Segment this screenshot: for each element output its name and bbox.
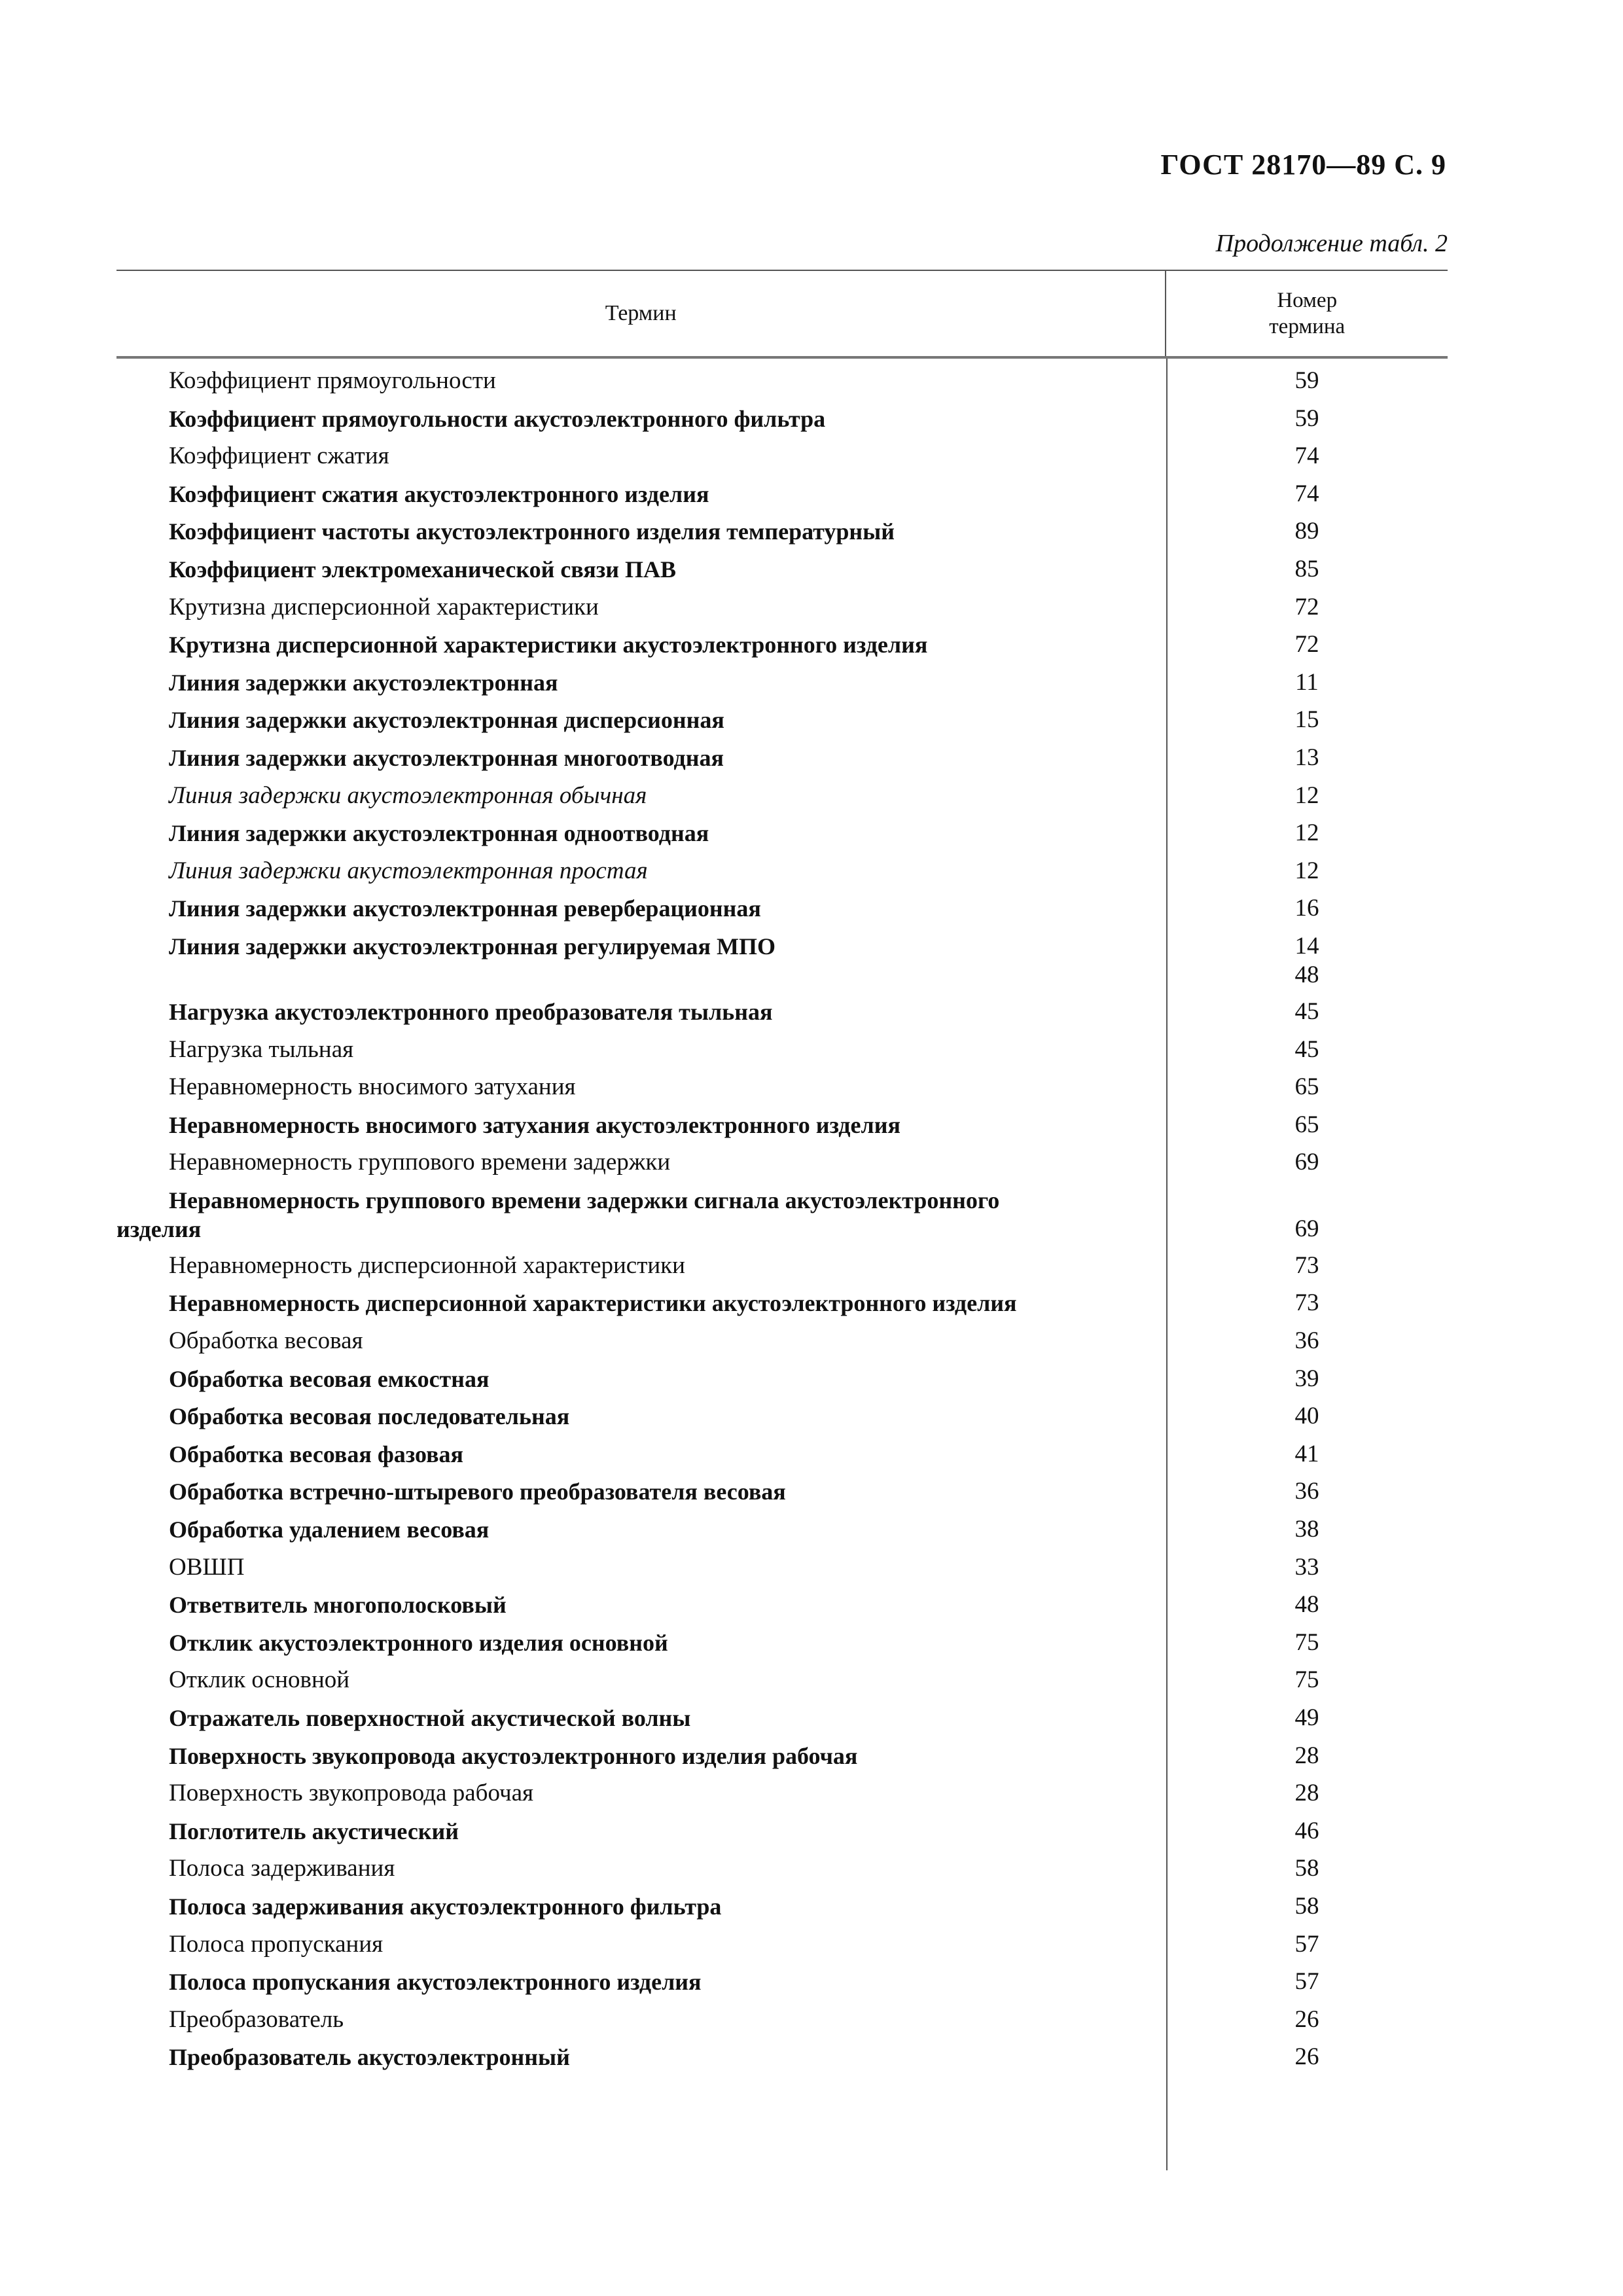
term-number: 26 [1294, 2005, 1319, 2033]
table-row [116, 1107, 1448, 1145]
table-row [116, 1624, 1448, 1662]
term-cell [116, 626, 1124, 659]
term-number-cell [1124, 1285, 1448, 1318]
term-cell [116, 853, 1124, 886]
table-row [116, 664, 1448, 702]
table-row [116, 1031, 1448, 1069]
term-number: 48 [1294, 961, 1319, 988]
term-number-cell [1124, 1473, 1448, 1506]
term-number-cell [1124, 1069, 1448, 1102]
term-number-cell [1124, 1323, 1448, 1355]
term-number: 74 [1294, 480, 1319, 507]
term-number-cell [1124, 1775, 1448, 1808]
term-number: 72 [1294, 593, 1319, 620]
table-row [116, 438, 1448, 476]
term-number-cell [1124, 513, 1448, 546]
table-row [116, 1069, 1448, 1107]
table-row [116, 1587, 1448, 1624]
term-text: Нагрузка акустоэлектронного преобразователя тыльная [169, 998, 773, 1025]
table-header [116, 270, 1448, 359]
term-number: 49 [1294, 1704, 1319, 1731]
term-number-cell [1124, 1361, 1448, 1393]
term-text: Поверхность звукопровода акустоэлектронного изделия рабочая [169, 1742, 858, 1769]
term-number: 45 [1294, 1035, 1319, 1063]
table-row [116, 1926, 1448, 1964]
table-continuation-note: Продолжение табл. 2 [1215, 230, 1448, 257]
term-text: Неравномерность вносимого затухания [169, 1073, 576, 1101]
term-number: 39 [1294, 1365, 1319, 1392]
term-cell [116, 589, 1124, 622]
term-cell [116, 1511, 1124, 1544]
table-row [116, 815, 1448, 853]
term-text: Неравномерность дисперсионной характеристики акустоэлектронного изделия [169, 1290, 1017, 1317]
term-number-cell [1124, 994, 1448, 1026]
table-row [116, 1738, 1448, 1776]
page-header: ГОСТ 28170—89 С. 9 [1160, 149, 1446, 181]
term-text: Нагрузка тыльная [169, 1035, 354, 1063]
term-number: 69 [1294, 1215, 1319, 1242]
term-text: Обработка весовая фазовая [169, 1441, 463, 1467]
term-number: 72 [1294, 631, 1319, 658]
term-cell [116, 702, 1124, 734]
table-row [116, 401, 1448, 439]
table-row [116, 853, 1448, 891]
term-text: Отклик акустоэлектронного изделия основной [169, 1629, 668, 1656]
term-cell [116, 1144, 1124, 1177]
table-row [116, 778, 1448, 816]
term-number: 13 [1294, 744, 1319, 771]
term-number: 89 [1294, 518, 1319, 545]
term-number-cell [1124, 1888, 1448, 1921]
term-text: Неравномерность дисперсионной характеристики [169, 1251, 685, 1279]
term-cell [116, 1888, 1124, 1921]
table-body [116, 359, 1448, 2077]
table-row [116, 589, 1448, 627]
term-number: 12 [1294, 819, 1319, 847]
term-number: 65 [1294, 1111, 1319, 1138]
term-number-cell [1124, 1850, 1448, 1883]
term-text: Линия задержки акустоэлектронная дисперсионная [169, 707, 724, 734]
term-text: Линия задержки акустоэлектронная обычная [169, 781, 647, 809]
term-text: Поглотитель акустический [169, 1818, 459, 1844]
term-text: ОВШП [169, 1553, 245, 1581]
term-cell [116, 1398, 1124, 1431]
table-row [116, 1247, 1448, 1285]
table-row [116, 1549, 1448, 1587]
term-number-cell [1124, 664, 1448, 697]
term-number: 16 [1294, 895, 1319, 922]
term-cell [116, 1964, 1124, 1996]
term-number-cell [1124, 853, 1448, 886]
table-row [116, 890, 1448, 928]
term-number-cell [1124, 1813, 1448, 1846]
term-cell [116, 815, 1124, 848]
table-row [116, 2001, 1448, 2039]
table-row [116, 702, 1448, 740]
term-cell [116, 1361, 1124, 1393]
term-number: 73 [1294, 1289, 1319, 1317]
table-row [116, 476, 1448, 514]
term-text: Полоса задерживания [169, 1855, 395, 1882]
term-number-cell [1124, 589, 1448, 622]
table-row [116, 740, 1448, 778]
term-text: Полоса пропускания [169, 1930, 383, 1958]
term-number: 58 [1294, 1855, 1319, 1882]
term-number: 58 [1294, 1892, 1319, 1920]
table-row [116, 1144, 1448, 1182]
term-cell [116, 1323, 1124, 1355]
term-cell [116, 778, 1124, 810]
term-number: 33 [1294, 1553, 1319, 1581]
term-cell [116, 2039, 1124, 2072]
term-number-cell [1124, 1436, 1448, 1469]
term-text: Коэффициент частоты акустоэлектронного изделия температурный [169, 518, 895, 545]
term-text: Коэффициент сжатия акустоэлектронного изделия [169, 480, 709, 507]
table-row [116, 1850, 1448, 1888]
term-cell [116, 363, 1124, 395]
term-cell [116, 1473, 1124, 1506]
term-cell [116, 1182, 1124, 1244]
term-number-cell [1124, 1247, 1448, 1280]
term-number-cell [1124, 1182, 1448, 1244]
table-row [116, 626, 1448, 664]
term-number: 57 [1294, 1968, 1319, 1996]
column-header-term: Термин [605, 301, 677, 325]
term-text: Преобразователь [169, 2005, 344, 2033]
term-number: 36 [1294, 1478, 1319, 1505]
term-cell [116, 928, 1124, 961]
term-number: 73 [1294, 1251, 1319, 1279]
term-text: Полоса задерживания акустоэлектронного фильтра [169, 1893, 722, 1920]
term-number: 74 [1294, 442, 1319, 470]
table-row [116, 551, 1448, 589]
table-row [116, 1964, 1448, 2001]
term-cell [116, 1285, 1124, 1318]
term-text: Отклик основной [169, 1666, 350, 1694]
term-number-cell [1124, 740, 1448, 772]
term-number-cell [1124, 551, 1448, 584]
term-cell [116, 401, 1124, 433]
term-text: Обработка удалением весовая [169, 1516, 490, 1543]
table-row [116, 363, 1448, 401]
term-text: Отражатель поверхностной акустической волны [169, 1705, 691, 1731]
term-number-cell [1124, 1587, 1448, 1619]
term-cell [116, 1107, 1124, 1139]
term-cell [116, 1436, 1124, 1469]
term-cell [116, 513, 1124, 546]
term-text: Полоса пропускания акустоэлектронного изделия [169, 1969, 702, 1996]
term-text: Коэффициент электромеханической связи ПАВ [169, 556, 676, 583]
term-text: Ответвитель многополосковый [169, 1592, 507, 1619]
term-cell [116, 1624, 1124, 1657]
term-cell [116, 1850, 1124, 1883]
column-header-number-line2: термина [1269, 315, 1346, 338]
term-number-cell [1124, 1398, 1448, 1431]
term-number-cell [1124, 363, 1448, 395]
term-cell [116, 1069, 1124, 1102]
term-text: Линия задержки акустоэлектронная реверберационная [169, 895, 761, 922]
table-row [116, 513, 1448, 551]
term-number-cell [1124, 1144, 1448, 1177]
term-number-cell [1124, 1700, 1448, 1732]
term-number-cell [1124, 476, 1448, 509]
term-text: Крутизна дисперсионной характеристики акустоэлектронного изделия [169, 632, 928, 658]
terms-table [116, 270, 1448, 2077]
term-cell [116, 1662, 1124, 1695]
table-row [116, 1361, 1448, 1399]
term-number-cell [1124, 890, 1448, 923]
term-number: 57 [1294, 1930, 1319, 1958]
term-number: 85 [1294, 555, 1319, 583]
term-number-cell [1124, 626, 1448, 659]
term-number: 12 [1294, 857, 1319, 884]
term-number: 11 [1295, 668, 1319, 696]
term-cell [116, 1549, 1124, 1582]
term-number-cell [1124, 2001, 1448, 2034]
term-text: Обработка встречно-штыревого преобразователя весовая [169, 1479, 786, 1505]
term-text: Неравномерность вносимого затухания акустоэлектронного изделия [169, 1111, 901, 1138]
term-cell [116, 1926, 1124, 1959]
term-number: 41 [1294, 1440, 1319, 1467]
term-number: 40 [1294, 1403, 1319, 1430]
term-cell [116, 1247, 1124, 1280]
term-cell [116, 1700, 1124, 1732]
term-number-cell [1124, 1511, 1448, 1544]
term-number: 59 [1294, 404, 1319, 432]
table-row [116, 2039, 1448, 2077]
term-number: 28 [1294, 1780, 1319, 1807]
term-cell [116, 994, 1124, 1026]
term-cell [116, 438, 1124, 471]
term-number: 46 [1294, 1817, 1319, 1844]
table-row [116, 1285, 1448, 1323]
term-text: Линия задержки акустоэлектронная многоотводная [169, 744, 724, 771]
column-header-number [1165, 271, 1448, 356]
table-row [116, 1700, 1448, 1738]
term-cell [116, 740, 1124, 772]
term-text: Неравномерность группового времени задержки [169, 1149, 671, 1176]
term-number-cell [1124, 401, 1448, 433]
term-text-continuation: изделия [116, 1215, 202, 1242]
term-number: 15 [1294, 706, 1319, 734]
term-text: Преобразователь акустоэлектронный [169, 2044, 570, 2071]
term-text: Линия задержки акустоэлектронная регулируемая МПО [169, 933, 776, 960]
table-row [116, 994, 1448, 1031]
term-number-cell [1124, 1549, 1448, 1582]
term-number: 75 [1294, 1666, 1319, 1694]
term-text: Коэффициент прямоугольности акустоэлектронного фильтра [169, 405, 826, 432]
term-number-cell [1124, 2039, 1448, 2072]
term-cell [116, 1587, 1124, 1619]
term-number-cell [1124, 1662, 1448, 1695]
term-text: Крутизна дисперсионной характеристики [169, 593, 599, 620]
term-cell [116, 551, 1124, 584]
term-cell [116, 2001, 1124, 2034]
term-number-cell [1124, 1926, 1448, 1959]
table-row [116, 1182, 1448, 1247]
term-number: 45 [1294, 997, 1319, 1025]
term-text: Коэффициент сжатия [169, 442, 389, 470]
term-number: 12 [1294, 781, 1319, 809]
term-number-cell [1124, 1031, 1448, 1064]
term-text: Коэффициент прямоугольности [169, 367, 496, 394]
column-header-number-line1: Номер [1277, 289, 1338, 312]
table-row [116, 1436, 1448, 1474]
term-text: Поверхность звукопровода рабочая [169, 1780, 534, 1807]
term-cell [116, 1738, 1124, 1770]
term-number-cell [1124, 438, 1448, 471]
term-text: Обработка весовая [169, 1327, 363, 1355]
term-number: 38 [1294, 1516, 1319, 1543]
term-number-cell [1124, 1107, 1448, 1139]
term-number-cell [1124, 702, 1448, 734]
table-row [116, 1662, 1448, 1700]
term-number: 14 [1294, 932, 1319, 960]
term-number: 69 [1294, 1149, 1319, 1176]
term-number: 28 [1294, 1742, 1319, 1769]
term-number-cell [1124, 928, 1448, 990]
table-row [116, 1888, 1448, 1926]
table-row [116, 1323, 1448, 1361]
table-row [116, 1813, 1448, 1851]
term-cell [116, 476, 1124, 509]
term-number-cell [1124, 1738, 1448, 1770]
term-number-cell [1124, 815, 1448, 848]
term-cell [116, 664, 1124, 697]
term-number-cell [1124, 1624, 1448, 1657]
table-row [116, 1511, 1448, 1549]
table-row [116, 1775, 1448, 1813]
term-text: Линия задержки акустоэлектронная [169, 669, 558, 696]
term-cell [116, 1813, 1124, 1846]
term-number: 48 [1294, 1591, 1319, 1619]
table-row [116, 928, 1448, 994]
term-cell [116, 1031, 1124, 1064]
term-text: Линия задержки акустоэлектронная простая [169, 857, 648, 884]
term-text: Обработка весовая емкостная [169, 1365, 490, 1392]
term-text: Обработка весовая последовательная [169, 1403, 570, 1430]
table-row [116, 1473, 1448, 1511]
table-row [116, 1398, 1448, 1436]
number-spacer [1166, 1186, 1448, 1215]
term-text: Линия задержки акустоэлектронная одноотводная [169, 820, 709, 847]
term-cell [116, 1775, 1124, 1808]
term-text: Неравномерность группового времени задержки сигнала акустоэлектронного [169, 1187, 1000, 1213]
term-number-cell [1124, 1964, 1448, 1996]
term-number: 59 [1294, 367, 1319, 394]
term-number: 75 [1294, 1628, 1319, 1656]
term-number: 26 [1294, 2043, 1319, 2071]
term-number: 36 [1294, 1327, 1319, 1355]
term-number-cell [1124, 778, 1448, 810]
term-cell [116, 890, 1124, 923]
term-number: 65 [1294, 1073, 1319, 1101]
